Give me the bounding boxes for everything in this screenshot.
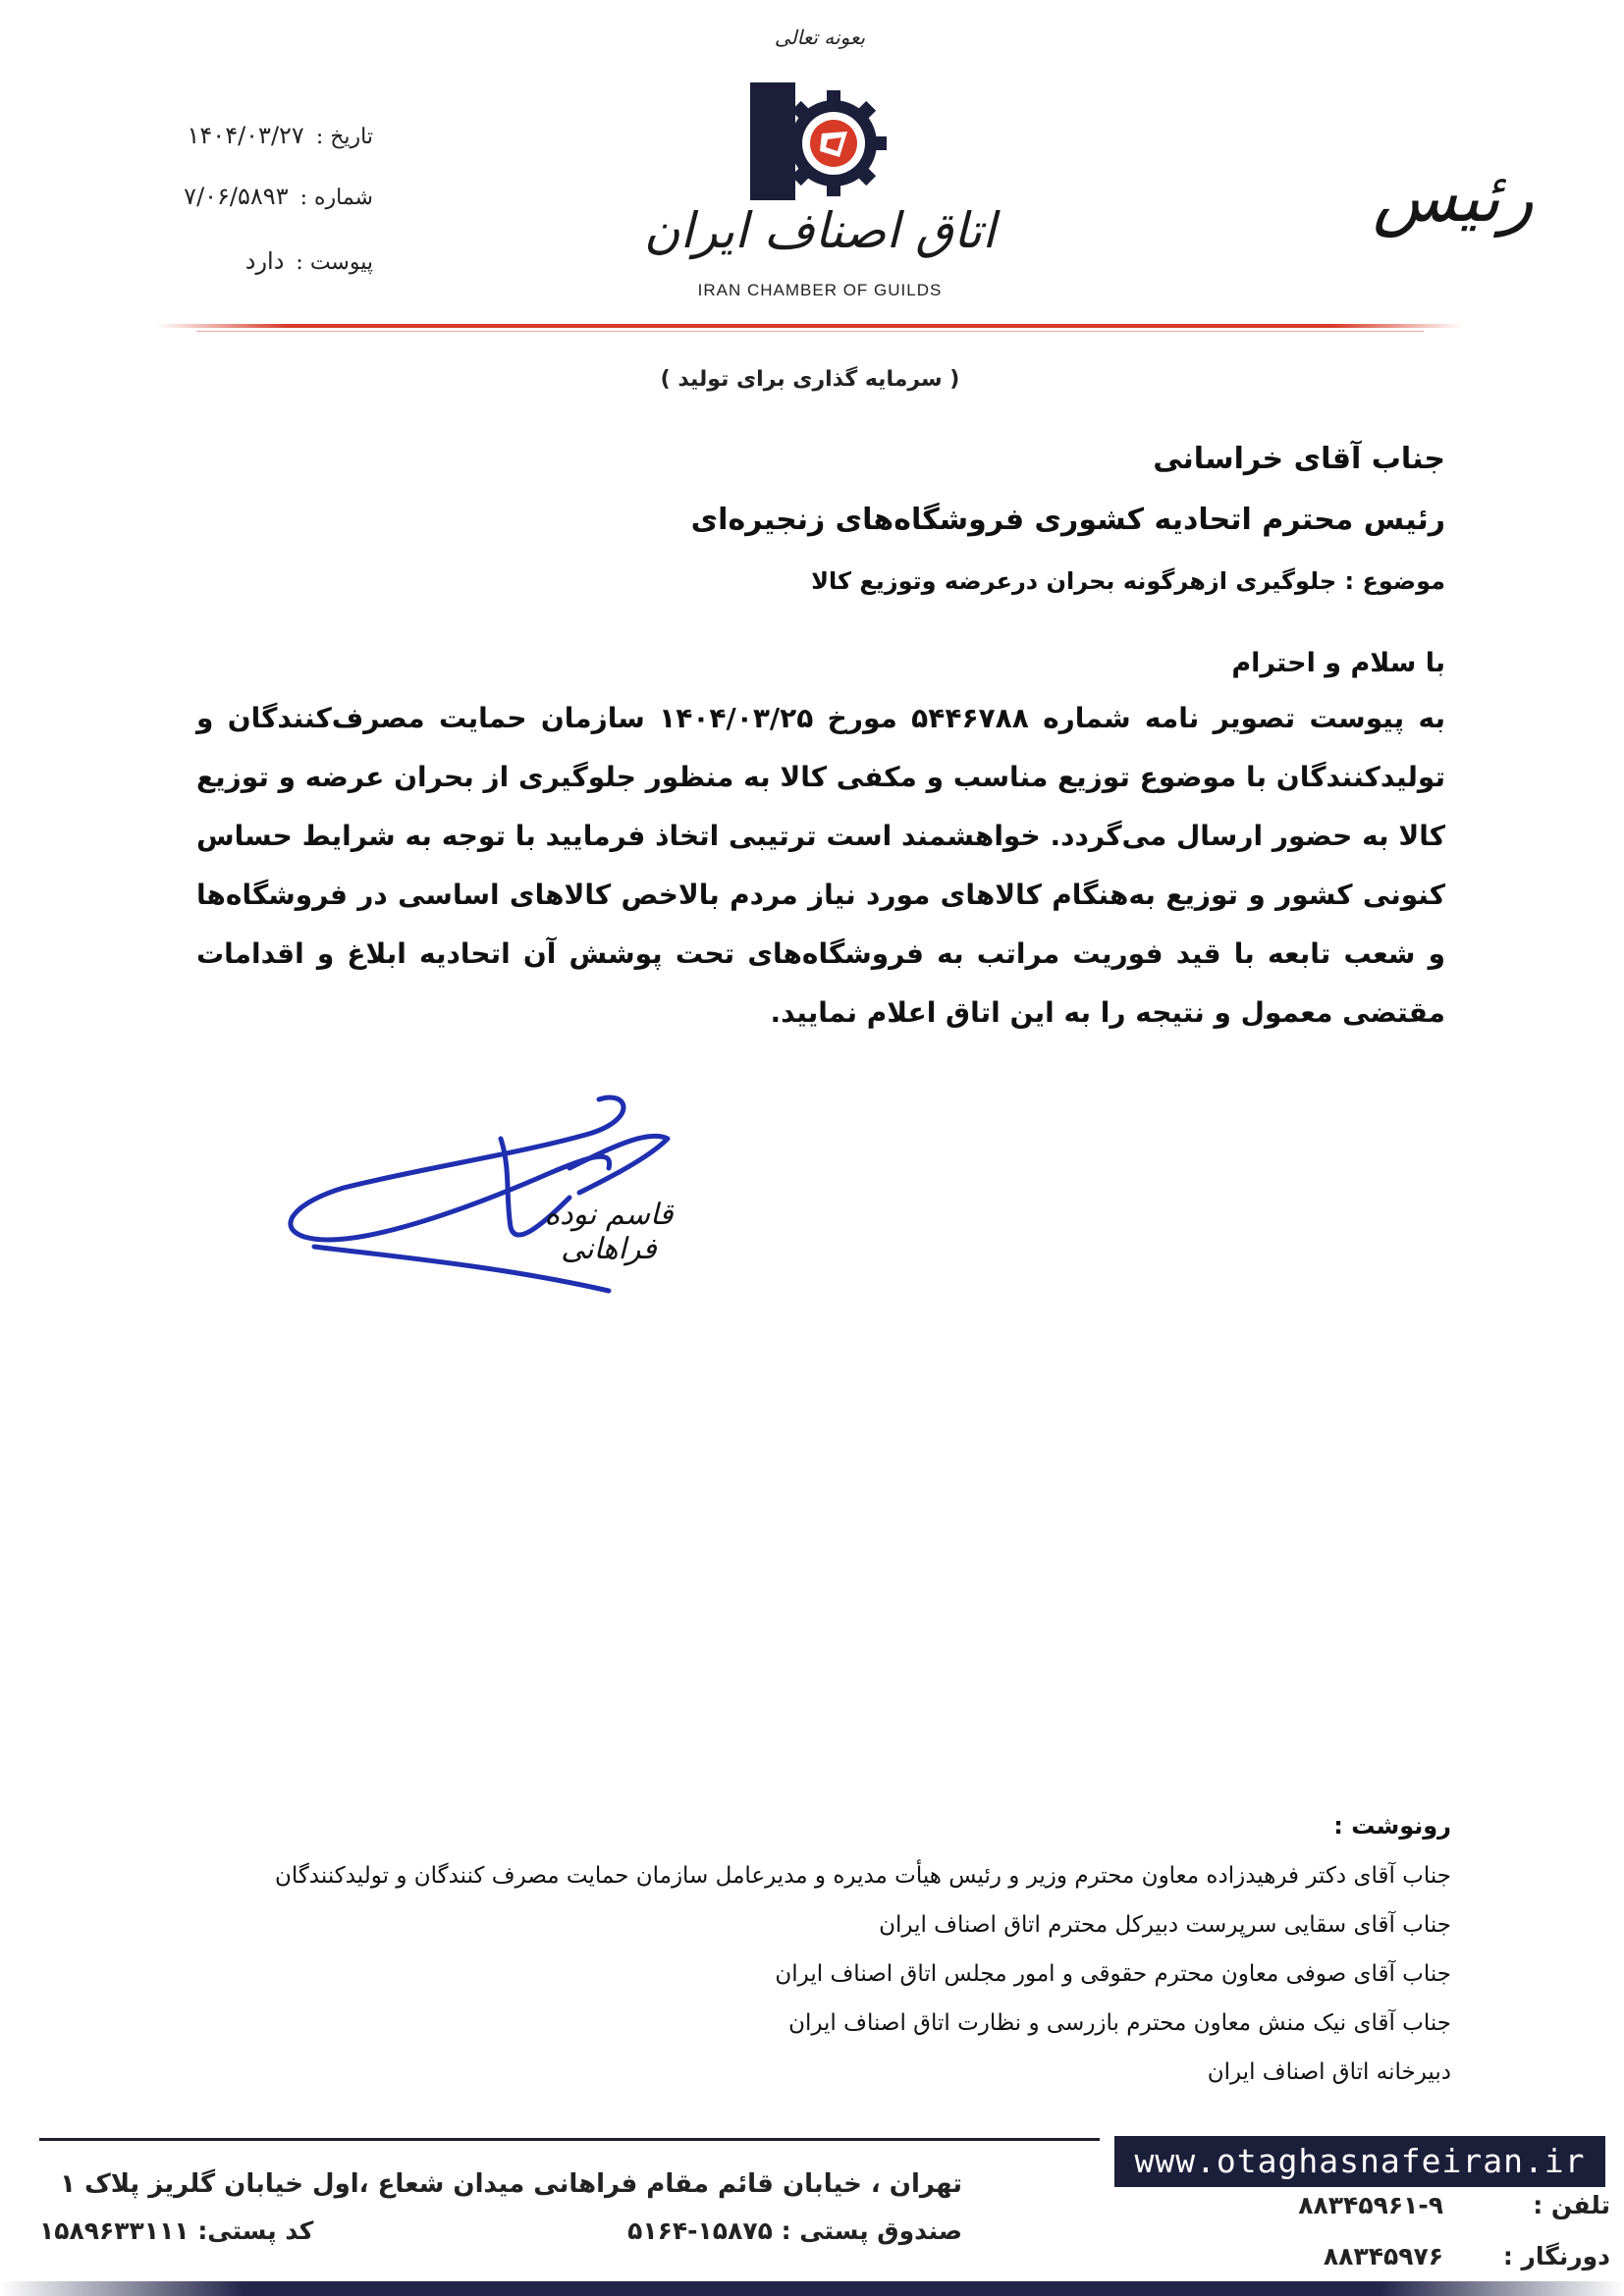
chamber-logo-icon <box>750 82 888 200</box>
footer-postal-row <box>39 2216 962 2245</box>
header-divider-thin <box>196 331 1424 332</box>
cc-item: جناب آقای دکتر فرهیدزاده معاون محترم وزیر و رئیس هیأت مدیره و مدیرعامل سازمان حمایت مصرف کنندگان و تولیدکنندگان <box>274 1863 1451 1889</box>
pobox <box>627 2216 962 2245</box>
recipient-title: رئیس محترم اتحادیه کشوری فروشگاه‌های زنجیره‌ای <box>690 503 1445 537</box>
greeting: با سلام و احترام <box>1231 648 1445 678</box>
website-link[interactable]: www.otaghasnafeiran.ir <box>1114 2136 1605 2187</box>
recipient-name: جناب آقای خراسانی <box>1153 442 1445 476</box>
signer-name: قاسم نوده فراهانی <box>544 1198 674 1266</box>
attachment-row <box>108 247 373 281</box>
phone-row <box>1100 2191 1610 2219</box>
cc-title: رونوشت : <box>1333 1812 1451 1840</box>
cc-item: جناب آقای سقایی سرپرست دبیرکل محترم اتاق اصناف ایران <box>879 1912 1451 1938</box>
fax-value: ۸۸۳۴۵۹۷۶ <box>1323 2242 1443 2270</box>
letter-subject: موضوع : جلوگیری ازهرگونه بحران درعرضه وتوزیع کالا <box>811 567 1445 595</box>
date-row <box>108 122 373 155</box>
basmala-heading: بعونه تعالی <box>774 26 866 49</box>
attachment-value: دارد <box>244 247 285 275</box>
header-divider <box>157 324 1463 328</box>
postal-code <box>39 2216 313 2245</box>
cc-list <box>157 1851 1451 2097</box>
chief-title: رئیس <box>1373 157 1534 238</box>
letter-body: به پیوست تصویر نامه شماره ۵۴۴۶۷۸۸ مورخ ۱۴۰۴/۰۳/۲۵ سازمان حمایت مصرف‌کنندگان و تولیدکنندگان با موضوع توزیع مناسب و مکفی کالا به منظور جلوگیری از بحران عرضه و توزیع کالا به حضور ارسال می‌گردد. خواهشمند است ترتیبی اتخاذ فرمایید با توجه به شرایط حساس کنونی کشور و توزیع به‌هنگام کالاهای مورد نیاز مردم بالاخص کالاهای اساسی در فروشگاه‌ها و شعب تابعه با قید فوریت مراتب به فروشگاه‌های تحت پوشش آن اتحادیه ابلاغ و اقدامات مقتضی معمول و نتیجه را به این اتاق اعلام نمایید. <box>196 702 1446 1029</box>
cc-item: جناب آقای نیک منش معاون محترم بازرسی و نظارت اتاق اصناف ایران <box>788 2010 1451 2036</box>
cc-item: جناب آقای صوفی معاون محترم حقوقی و امور مجلس اتاق اصناف ایران <box>775 1961 1451 1987</box>
pobox-label: صندوق پستی : <box>781 2216 962 2245</box>
fax-label: دورنگار : <box>1502 2242 1610 2270</box>
attachment-label: پیوست : <box>296 250 373 275</box>
phone-value: ۸۸۳۴۵۹۶۱-۹ <box>1298 2191 1443 2219</box>
footer-divider <box>39 2138 1100 2141</box>
org-name-english: IRAN CHAMBER OF GUILDS <box>697 281 943 299</box>
year-slogan: ( سرمایه گذاری برای تولید ) <box>660 367 960 392</box>
cc-item: دبیرخانه اتاق اصناف ایران <box>1207 2059 1451 2085</box>
date-value: ۱۴۰۴/۰۳/۲۷ <box>187 122 304 149</box>
footer-bottom-bar <box>0 2281 1624 2296</box>
fax-row <box>1100 2242 1610 2270</box>
pobox-value: ۱۵۸۷۵-۵۱۶۴ <box>627 2216 773 2245</box>
number-label: شماره : <box>299 186 373 210</box>
footer-address: تهران ، خیابان قائم مقام فراهانی میدان شعاع ،اول خیابان گلریز پلاک ۱ <box>60 2169 962 2199</box>
number-value: ۷/۰۶/۵۸۹۳ <box>184 183 289 210</box>
date-label: تاریخ : <box>315 125 373 149</box>
phone-label: تلفن : <box>1533 2191 1610 2219</box>
org-name-persian: اتاق اصناف ایران <box>643 202 997 259</box>
number-row <box>108 183 373 216</box>
postal-code-value: ۱۵۸۹۶۳۳۱۱۱ <box>39 2216 189 2245</box>
postal-code-label: کد پستی: <box>197 2216 314 2245</box>
